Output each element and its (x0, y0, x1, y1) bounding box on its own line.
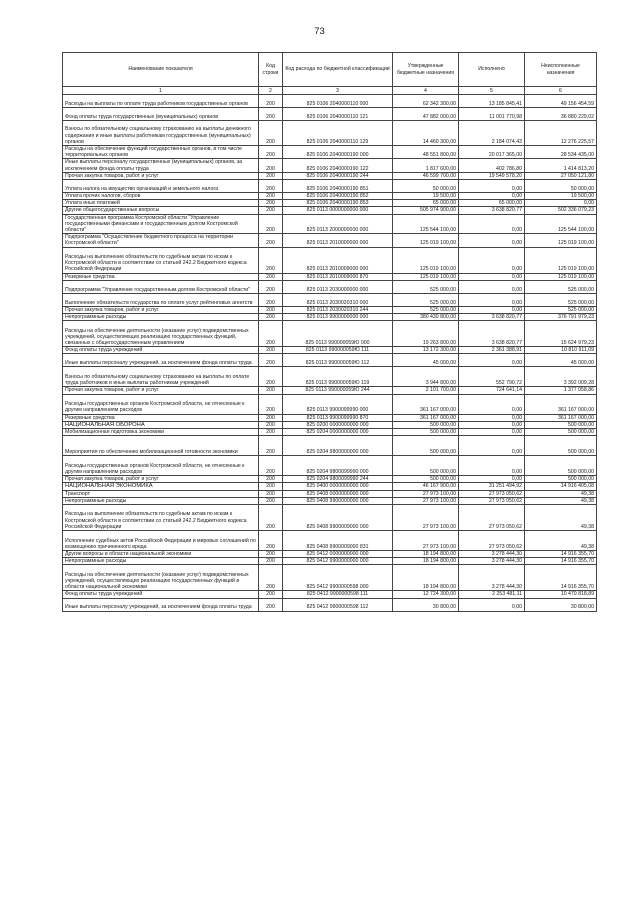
row-classification-code-cell: 825 0412 9900000598 000 (283, 565, 393, 591)
row-name-cell: Иные выплаты персоналу учреждений, за исключением фонда оплаты труда (63, 354, 259, 367)
row-approved-cell: 12 724 300,00 (393, 591, 459, 598)
row-unexecuted-cell: 125 019 100,00 (525, 234, 597, 247)
row-line-code-cell: 200 (259, 146, 283, 159)
row-executed-cell: 0,00 (459, 456, 525, 476)
row-unexecuted-cell: 12 276 225,57 (525, 121, 597, 146)
row-line-code-cell: 200 (259, 591, 283, 598)
row-classification-code-cell: 825 0412 9900000598 111 (283, 591, 393, 598)
row-name-cell: Мероприятия по обеспечению мобилизационной готовности экономики (63, 436, 259, 456)
header-classification-code: Код расхода по бюджетной классификации (283, 53, 393, 87)
table-row (63, 108, 597, 121)
row-classification-code-cell: 825 0106 2040000110 000 (283, 95, 393, 108)
row-name-cell: Непрограммные расходы (63, 314, 259, 321)
row-unexecuted-cell: 14 916 405,08 (525, 483, 597, 490)
row-name-cell: Непрограммные расходы (63, 558, 259, 565)
row-line-code-cell: 200 (259, 95, 283, 108)
row-line-code-cell: 200 (259, 207, 283, 214)
row-unexecuted-cell: 50 000,00 (525, 180, 597, 193)
row-approved-cell: 500 000,00 (393, 436, 459, 456)
table-row (63, 172, 597, 179)
row-line-code-cell: 200 (259, 456, 283, 476)
row-unexecuted-cell: 361 167 000,00 (525, 394, 597, 414)
row-name-cell: Фонд оплаты труда учреждений (63, 347, 259, 354)
row-line-code-cell: 200 (259, 483, 283, 490)
table-row (63, 490, 597, 497)
column-number: 1 (63, 87, 259, 95)
row-unexecuted-cell: 525 000,00 (525, 293, 597, 306)
row-line-code-cell: 200 (259, 180, 283, 193)
row-executed-cell: 0,00 (459, 414, 525, 421)
row-classification-code-cell: 825 0113 2010000000 000 (283, 234, 393, 247)
row-executed-cell: 0,00 (459, 180, 525, 193)
table-row (63, 247, 597, 273)
row-executed-cell: 65 000,00 (459, 200, 525, 207)
row-classification-code-cell: 825 0204 9800000000 000 (283, 436, 393, 456)
table-row (63, 306, 597, 313)
row-classification-code-cell: 825 0113 2030000000 000 (283, 280, 393, 293)
row-executed-cell: 2 253 481,11 (459, 591, 525, 598)
row-executed-cell: 3 638 820,77 (459, 207, 525, 214)
row-line-code-cell: 200 (259, 214, 283, 234)
row-unexecuted-cell: 500 000,00 (525, 436, 597, 456)
table-row (63, 347, 597, 354)
row-unexecuted-cell: 49,38 (525, 531, 597, 551)
row-line-code-cell: 200 (259, 121, 283, 146)
row-classification-code-cell: 825 0412 9900000598 112 (283, 598, 393, 611)
row-line-code-cell: 200 (259, 476, 283, 483)
row-classification-code-cell: 825 0106 2040000190 000 (283, 146, 393, 159)
header-executed: Исполнено (459, 53, 525, 87)
row-executed-cell: 20 017 365,00 (459, 146, 525, 159)
row-approved-cell: 30 800,00 (393, 598, 459, 611)
row-name-cell: НАЦИОНАЛЬНАЯ ОБОРОНА (63, 421, 259, 428)
row-classification-code-cell: 825 0113 9900099990 000 (283, 394, 393, 414)
row-approved-cell: 65 000,00 (393, 200, 459, 207)
row-executed-cell: 0,00 (459, 234, 525, 247)
table-row (63, 531, 597, 551)
row-line-code-cell: 200 (259, 314, 283, 321)
row-unexecuted-cell: 361 167 000,00 (525, 414, 597, 421)
column-number: 4 (393, 87, 459, 95)
row-executed-cell: 0,00 (459, 306, 525, 313)
header-unexecuted: Неисполненные назначения (525, 53, 597, 87)
header-indicator-name: Наименование показателя (63, 53, 259, 87)
header-line-code: Код строки (259, 53, 283, 87)
row-name-cell: Транспорт (63, 490, 259, 497)
row-executed-cell: 0,00 (459, 280, 525, 293)
row-line-code-cell: 200 (259, 247, 283, 273)
table-row (63, 146, 597, 159)
row-unexecuted-cell: 10 810 911,09 (525, 347, 597, 354)
row-unexecuted-cell: 125 544 100,00 (525, 214, 597, 234)
row-line-code-cell: 200 (259, 558, 283, 565)
row-unexecuted-cell: 49,38 (525, 497, 597, 504)
row-classification-code-cell: 825 0113 2010009000 870 (283, 273, 393, 280)
row-line-code-cell: 200 (259, 172, 283, 179)
row-classification-code-cell: 825 0113 9900000000 000 (283, 314, 393, 321)
row-classification-code-cell: 825 0408 9900009000 831 (283, 531, 393, 551)
row-name-cell: Государственная программа Костромской области "Управление государственными финансами и государственным долгом Костромской области" (63, 214, 259, 234)
row-unexecuted-cell: 525 000,00 (525, 306, 597, 313)
table-row (63, 591, 597, 598)
row-classification-code-cell: 825 0106 2040000190 851 (283, 180, 393, 193)
row-executed-cell: 3 278 444,30 (459, 558, 525, 565)
row-classification-code-cell: 825 0204 9800099990 244 (283, 476, 393, 483)
table-row (63, 273, 597, 280)
row-executed-cell: 0,00 (459, 273, 525, 280)
table-row (63, 394, 597, 414)
row-name-cell: Расходы на обеспечение деятельности (оказание услуг) подведомственных учреждений, осуществляющих реализацию государственных функций в области национальной экономики (63, 565, 259, 591)
table-row (63, 565, 597, 591)
row-name-cell: Уплата налога на имущество организаций и земельного налога (63, 180, 259, 193)
row-name-cell: Исполнение судебных актов Российской Федерации и мировых соглашений по возмещению причиненного вреда (63, 531, 259, 551)
row-approved-cell: 13 172 300,00 (393, 347, 459, 354)
row-approved-cell: 45 000,00 (393, 354, 459, 367)
row-name-cell: Расходы на выплаты по оплате труда работников государственных органов (63, 95, 259, 108)
row-executed-cell: 0,00 (459, 429, 525, 436)
row-executed-cell: 724 641,14 (459, 387, 525, 394)
row-executed-cell: 11 001 770,98 (459, 108, 525, 121)
row-classification-code-cell: 825 0113 990000059Ю 111 (283, 347, 393, 354)
row-classification-code-cell: 825 0113 2030020310 244 (283, 306, 393, 313)
row-unexecuted-cell: 30 800,00 (525, 598, 597, 611)
row-line-code-cell: 200 (259, 414, 283, 421)
row-classification-code-cell: 825 0408 9900000000 000 (283, 497, 393, 504)
column-number-row (63, 87, 597, 95)
row-classification-code-cell: 825 0113 2000000000 000 (283, 214, 393, 234)
row-line-code-cell: 200 (259, 421, 283, 428)
row-executed-cell: 3 278 444,30 (459, 565, 525, 591)
row-line-code-cell: 200 (259, 159, 283, 172)
row-executed-cell: 0,00 (459, 476, 525, 483)
table-row (63, 207, 597, 214)
row-approved-cell: 125 019 100,00 (393, 273, 459, 280)
row-unexecuted-cell: 500 000,00 (525, 456, 597, 476)
row-approved-cell: 46 167 900,00 (393, 483, 459, 490)
row-line-code-cell: 200 (259, 234, 283, 247)
row-name-cell: Уплата иных платежей (63, 200, 259, 207)
table-row (63, 159, 597, 172)
row-name-cell: НАЦИОНАЛЬНАЯ ЭКОНОМИКА (63, 483, 259, 490)
row-line-code-cell: 200 (259, 367, 283, 387)
table-row (63, 180, 597, 193)
row-name-cell: Непрограммные расходы (63, 497, 259, 504)
row-line-code-cell: 200 (259, 436, 283, 456)
row-executed-cell: 3 638 820,77 (459, 321, 525, 347)
row-line-code-cell: 200 (259, 505, 283, 531)
table-row (63, 200, 597, 207)
table-row (63, 280, 597, 293)
table-row (63, 214, 597, 234)
row-unexecuted-cell: 125 019 100,00 (525, 247, 597, 273)
row-line-code-cell: 200 (259, 531, 283, 551)
row-approved-cell: 2 101 700,00 (393, 387, 459, 394)
row-executed-cell: 27 973 050,62 (459, 490, 525, 497)
row-approved-cell: 47 882 000,00 (393, 108, 459, 121)
row-executed-cell: 27 973 050,62 (459, 531, 525, 551)
row-line-code-cell: 200 (259, 490, 283, 497)
row-executed-cell: 3 638 820,77 (459, 314, 525, 321)
column-number: 6 (525, 87, 597, 95)
row-unexecuted-cell: 27 050 121,80 (525, 172, 597, 179)
row-approved-cell: 18 194 800,00 (393, 565, 459, 591)
row-executed-cell: 552 790,72 (459, 367, 525, 387)
row-approved-cell: 1 817 600,00 (393, 159, 459, 172)
table-row (63, 314, 597, 321)
row-name-cell: Расходы на обеспечение функций государственных органов, в том числе территориальных органов (63, 146, 259, 159)
row-unexecuted-cell: 500 000,00 (525, 476, 597, 483)
table-row (63, 414, 597, 421)
row-line-code-cell: 200 (259, 306, 283, 313)
row-classification-code-cell: 825 0113 990000059Ю 119 (283, 367, 393, 387)
row-approved-cell: 525 000,00 (393, 293, 459, 306)
row-name-cell: Фонд оплаты труда учреждений (63, 591, 259, 598)
row-unexecuted-cell: 49 156 454,59 (525, 95, 597, 108)
table-row (63, 193, 597, 200)
row-classification-code-cell: 825 0408 9900009000 000 (283, 505, 393, 531)
table-row (63, 293, 597, 306)
row-executed-cell: 27 973 050,62 (459, 505, 525, 531)
row-classification-code-cell: 825 0106 2040000190 122 (283, 159, 393, 172)
row-line-code-cell: 200 (259, 394, 283, 414)
row-name-cell: Мобилизационная подготовка экономики (63, 429, 259, 436)
row-executed-cell: 0,00 (459, 598, 525, 611)
row-approved-cell: 27 973 100,00 (393, 497, 459, 504)
row-executed-cell: 0,00 (459, 247, 525, 273)
column-number: 3 (283, 87, 393, 95)
row-approved-cell: 14 460 300,00 (393, 121, 459, 146)
row-line-code-cell: 200 (259, 497, 283, 504)
row-approved-cell: 500 000,00 (393, 456, 459, 476)
row-name-cell: Прочая закупка товаров, работ и услуг (63, 172, 259, 179)
row-classification-code-cell: 825 0204 0000000000 000 (283, 429, 393, 436)
budget-execution-table (62, 52, 597, 612)
row-approved-cell: 27 973 100,00 (393, 505, 459, 531)
row-unexecuted-cell: 15 624 979,23 (525, 321, 597, 347)
row-line-code-cell: 200 (259, 273, 283, 280)
row-executed-cell: 13 185 845,41 (459, 95, 525, 108)
row-unexecuted-cell: 500 000,00 (525, 421, 597, 428)
row-line-code-cell: 200 (259, 565, 283, 591)
row-line-code-cell: 200 (259, 598, 283, 611)
row-approved-cell: 27 973 100,00 (393, 531, 459, 551)
row-name-cell: Расходы на обеспечение деятельности (оказание услуг) подведомственных учреждений, осуществляющих реализацию государственных функций, связанных с общегосударственным управлением (63, 321, 259, 347)
row-unexecuted-cell: 3 392 009,28 (525, 367, 597, 387)
row-unexecuted-cell: 36 880 229,02 (525, 108, 597, 121)
table-row (63, 476, 597, 483)
row-name-cell: Резервные средства (63, 414, 259, 421)
row-executed-cell: 0,00 (459, 436, 525, 456)
row-name-cell: Взносы по обязательному социальному страхованию на выплаты денежного содержания и иные выплаты работникам государственных (муниципальных) органов (63, 121, 259, 146)
row-unexecuted-cell: 1 377 058,86 (525, 387, 597, 394)
row-approved-cell: 18 194 800,00 (393, 551, 459, 558)
row-executed-cell: 2 361 388,91 (459, 347, 525, 354)
row-name-cell: Прочая закупка товаров, работ и услуг (63, 387, 259, 394)
row-line-code-cell: 200 (259, 347, 283, 354)
row-approved-cell: 525 000,00 (393, 306, 459, 313)
table-row (63, 456, 597, 476)
row-executed-cell: 2 184 074,43 (459, 121, 525, 146)
table-row (63, 551, 597, 558)
row-name-cell: Расходы на выполнение обязательств по судебным актам по искам к Костромской области в соответствии со статьей 242.2 Бюджетного кодекса Российской Федерации (63, 505, 259, 531)
table-row (63, 121, 597, 146)
row-classification-code-cell: 825 0113 990000059Ю 112 (283, 354, 393, 367)
page-number: 73 (314, 26, 325, 37)
row-classification-code-cell: 825 0106 2040000190 852 (283, 193, 393, 200)
row-executed-cell: 27 973 050,62 (459, 497, 525, 504)
row-approved-cell: 18 194 800,00 (393, 558, 459, 565)
row-classification-code-cell: 825 0200 0000000000 000 (283, 421, 393, 428)
table-row (63, 367, 597, 387)
row-approved-cell: 46 599 700,00 (393, 172, 459, 179)
row-unexecuted-cell: 10 470 818,89 (525, 591, 597, 598)
table-row (63, 387, 597, 394)
column-number: 2 (259, 87, 283, 95)
row-classification-code-cell: 825 0106 2040000190 853 (283, 200, 393, 207)
row-classification-code-cell: 825 0408 0000000000 000 (283, 490, 393, 497)
header-row (63, 53, 597, 87)
table-row (63, 354, 597, 367)
row-approved-cell: 380 430 800,00 (393, 314, 459, 321)
row-classification-code-cell: 825 0113 2010009000 000 (283, 247, 393, 273)
row-name-cell: Расходы государственных органов Костромской области, не отнесенные к другим направлениям расходов (63, 394, 259, 414)
row-unexecuted-cell: 14 916 355,70 (525, 565, 597, 591)
row-name-cell: Взносы по обязательному социальному страхованию на выплаты по оплате труда работников и иные выплаты работникам учреждений (63, 367, 259, 387)
row-approved-cell: 505 974 900,00 (393, 207, 459, 214)
row-line-code-cell: 200 (259, 429, 283, 436)
table-row (63, 497, 597, 504)
row-approved-cell: 361 167 000,00 (393, 394, 459, 414)
row-unexecuted-cell: 19 500,00 (525, 193, 597, 200)
row-classification-code-cell: 825 0412 9900000000 000 (283, 558, 393, 565)
row-approved-cell: 62 342 300,00 (393, 95, 459, 108)
row-line-code-cell: 200 (259, 200, 283, 207)
row-classification-code-cell: 825 0106 2040000110 121 (283, 108, 393, 121)
row-unexecuted-cell: 525 000,00 (525, 280, 597, 293)
row-executed-cell: 19 549 578,20 (459, 172, 525, 179)
table-row (63, 483, 597, 490)
row-executed-cell: 0,00 (459, 394, 525, 414)
row-approved-cell: 125 019 100,00 (393, 247, 459, 273)
row-name-cell: Уплата прочих налогов, сборов (63, 193, 259, 200)
row-name-cell: Другие вопросы в области национальной экономики (63, 551, 259, 558)
row-classification-code-cell: 825 0106 2040000110 129 (283, 121, 393, 146)
row-executed-cell: 0,00 (459, 293, 525, 306)
row-approved-cell: 19 263 800,00 (393, 321, 459, 347)
row-approved-cell: 48 551 800,00 (393, 146, 459, 159)
row-approved-cell: 27 973 100,00 (393, 490, 459, 497)
table-row (63, 421, 597, 428)
row-line-code-cell: 200 (259, 551, 283, 558)
row-name-cell: Прочая закупка товаров, работ и услуг (63, 306, 259, 313)
row-name-cell: Подпрограмма "Управление государственным долгом Костромской области" (63, 280, 259, 293)
table-row (63, 505, 597, 531)
row-executed-cell: 31 251 494,92 (459, 483, 525, 490)
row-unexecuted-cell: 125 019 100,00 (525, 273, 597, 280)
row-unexecuted-cell: 14 916 355,70 (525, 558, 597, 565)
row-line-code-cell: 200 (259, 280, 283, 293)
row-name-cell: Подпрограмма "Осуществление бюджетного процесса на территории Костромской области" (63, 234, 259, 247)
table-row (63, 95, 597, 108)
row-line-code-cell: 200 (259, 321, 283, 347)
row-line-code-cell: 200 (259, 387, 283, 394)
row-classification-code-cell: 825 0113 9900099990 870 (283, 414, 393, 421)
row-unexecuted-cell: 14 916 355,70 (525, 551, 597, 558)
row-executed-cell: 3 278 444,30 (459, 551, 525, 558)
table-row (63, 321, 597, 347)
row-name-cell: Иные выплаты персоналу государственных (муниципальных) органов, за исключением фонда оплаты труда (63, 159, 259, 172)
table-row (63, 558, 597, 565)
row-line-code-cell: 200 (259, 108, 283, 121)
row-unexecuted-cell: 376 791 979,23 (525, 314, 597, 321)
row-classification-code-cell: 825 0113 0000000000 000 (283, 207, 393, 214)
row-approved-cell: 125 019 100,00 (393, 234, 459, 247)
row-approved-cell: 500 000,00 (393, 429, 459, 436)
row-line-code-cell: 200 (259, 354, 283, 367)
row-classification-code-cell: 825 0412 0000000000 000 (283, 551, 393, 558)
header-approved: Утвержденные бюджетные назначения (393, 53, 459, 87)
table-row (63, 436, 597, 456)
row-name-cell: Прочая закупка товаров, работ и услуг (63, 476, 259, 483)
row-name-cell: Расходы на выполнение обязательств по судебным актам по искам к Костромской области в соответствии со статьей 242.2 Бюджетного кодекса Российской Федерации (63, 247, 259, 273)
row-classification-code-cell: 825 0106 2040000190 244 (283, 172, 393, 179)
row-approved-cell: 50 000,00 (393, 180, 459, 193)
row-unexecuted-cell: 28 534 435,00 (525, 146, 597, 159)
row-approved-cell: 3 944 800,00 (393, 367, 459, 387)
table-row (63, 429, 597, 436)
row-unexecuted-cell: 49,38 (525, 505, 597, 531)
table-row (63, 598, 597, 611)
table-row (63, 234, 597, 247)
row-approved-cell: 19 500,00 (393, 193, 459, 200)
row-executed-cell: 0,00 (459, 193, 525, 200)
row-approved-cell: 525 000,00 (393, 280, 459, 293)
row-unexecuted-cell: 1 414 813,20 (525, 159, 597, 172)
row-classification-code-cell: 825 0204 9800099990 000 (283, 456, 393, 476)
row-classification-code-cell: 825 0113 2030020310 000 (283, 293, 393, 306)
row-executed-cell: 402 786,80 (459, 159, 525, 172)
row-unexecuted-cell: 49,38 (525, 490, 597, 497)
row-line-code-cell: 200 (259, 293, 283, 306)
row-unexecuted-cell: 0,00 (525, 200, 597, 207)
row-unexecuted-cell: 502 336 079,23 (525, 207, 597, 214)
row-classification-code-cell: 825 0113 990000059Ю 244 (283, 387, 393, 394)
table-body (63, 95, 597, 612)
row-name-cell: Фонд оплаты труда государственных (муниципальных) органов (63, 108, 259, 121)
row-executed-cell: 0,00 (459, 421, 525, 428)
column-number: 5 (459, 87, 525, 95)
row-approved-cell: 125 544 100,00 (393, 214, 459, 234)
row-name-cell: Расходы государственных органов Костромской области, не отнесенные к другим направлениям расходов (63, 456, 259, 476)
row-classification-code-cell: 825 0400 0000000000 000 (283, 483, 393, 490)
row-approved-cell: 361 167 000,00 (393, 414, 459, 421)
row-approved-cell: 500 000,00 (393, 476, 459, 483)
row-name-cell: Иные выплаты персоналу учреждений, за исключением фонда оплаты труда (63, 598, 259, 611)
row-name-cell: Выполнение обязательств государства по оплате услуг рейтинговых агентств (63, 293, 259, 306)
row-executed-cell: 0,00 (459, 354, 525, 367)
row-name-cell: Резервные средства (63, 273, 259, 280)
row-executed-cell: 0,00 (459, 214, 525, 234)
row-unexecuted-cell: 500 000,00 (525, 429, 597, 436)
row-name-cell: Другие общегосударственные вопросы (63, 207, 259, 214)
row-classification-code-cell: 825 0113 990000059Ю 000 (283, 321, 393, 347)
row-approved-cell: 500 000,00 (393, 421, 459, 428)
row-unexecuted-cell: 45 000,00 (525, 354, 597, 367)
row-line-code-cell: 200 (259, 193, 283, 200)
